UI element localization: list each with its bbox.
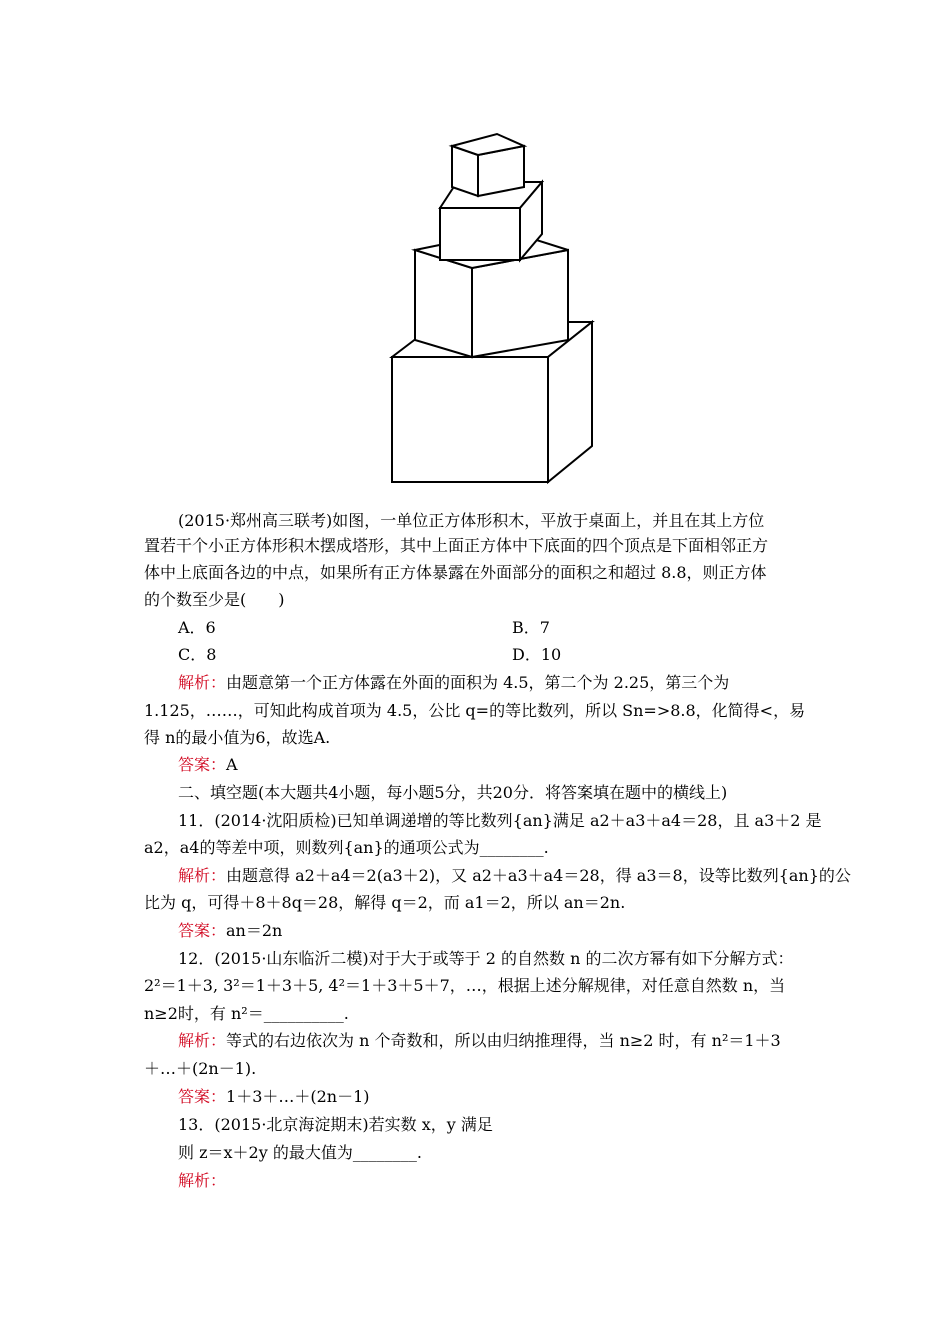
problem12-line-1: 12．(2015·山东临沂二模)对于大于或等于 2 的自然数 n 的二次方幂有如下分解方式： [178,949,794,968]
problem12-analysis-2: ＋…＋(2n－1). [144,1059,257,1078]
answer-text: an＝2n [226,921,283,940]
cube-tower-figure [380,128,600,486]
problem10-answer [178,755,238,775]
option-c: C．8 [178,645,217,664]
analysis-label: 解析： [178,673,227,692]
problem13-analysis-label: 解析： [178,1171,227,1190]
problem11-answer [178,921,282,941]
problem10-line-1: (2015·郑州高三联考)如图，一单位正方体形积木，平放于桌面上，并且在其上方位 [178,511,765,530]
problem11-analysis-2: 比为 q，可得＋8＋8q＝28，解得 q＝2，而 a1＝2，所以 an＝2n. [144,893,626,912]
answer-label: 答案： [178,1087,227,1106]
answer-text: A [226,755,238,774]
option-a: A．6 [178,618,216,637]
option-b: B．7 [512,618,550,637]
problem11-line-2: a2，a4的等差中项，则数列{an}的通项公式为________. [144,838,549,857]
problem10-analysis-1 [178,673,729,693]
problem10-line-3: 体中上底面各边的中点，如果所有正方体暴露在外面部分的面积之和超过 8.8，则正方体 [144,563,767,582]
analysis-text: 由题意得 a2＋a4＝2(a3＋2)，又 a2＋a3＋a4＝28，得 a3＝8，设等比数列{an}的公 [226,866,851,885]
section-heading: 二、填空题(本大题共4小题，每小题5分，共20分．将答案填在题中的横线上) [178,783,728,802]
problem11-analysis-1 [178,866,851,886]
problem13-line-2: 则 z＝x＋2y 的最大值为________. [178,1143,422,1162]
cube-3 [440,208,520,260]
problem13-line-1: 13．(2015·北京海淀期末)若实数 x，y 满足 [178,1115,493,1134]
problem12-line-3: n≥2时，有 n²＝__________. [144,1004,349,1023]
problem12-answer [178,1087,370,1107]
problem10-line-4: 的个数至少是( ) [144,590,285,609]
answer-text: 1＋3＋…＋(2n－1) [226,1087,370,1106]
problem12-analysis-1 [178,1031,781,1051]
problem10-line-2: 置若干个小正方体形积木摆成塔形，其中上面正方体中下底面的四个顶点是下面相邻正方 [144,536,769,555]
analysis-label: 解析： [178,1031,227,1050]
answer-label: 答案： [178,921,227,940]
problem12-line-2: 2²＝1＋3, 3²＝1＋3＋5, 4²＝1＋3＋5＋7，…，根据上述分解规律，对任意自然数 n，当 [144,976,786,995]
analysis-text: 等式的右边依次为 n 个奇数和，所以由归纳推理得，当 n≥2 时，有 n²＝1＋3 [226,1031,781,1050]
problem10-analysis-2: 1.125，……，可知此构成首项为 4.5，公比 q=的等比数列，所以 Sn=>8.8，化简得<，易 [144,701,806,720]
option-d: D．10 [512,645,562,664]
answer-label: 答案： [178,755,227,774]
cube-1 [392,357,548,482]
analysis-text: 由题意第一个正方体露在外面的面积为 4.5，第二个为 2.25，第三个为 [226,673,730,692]
analysis-label: 解析： [178,866,227,885]
problem11-line-1: 11．(2014·沈阳质检)已知单调递增的等比数列{an}满足 a2＋a3＋a4＝28，且 a3＋2 是 [178,811,822,830]
problem10-analysis-3: 得 n的最小值为6，故选A. [144,728,331,747]
